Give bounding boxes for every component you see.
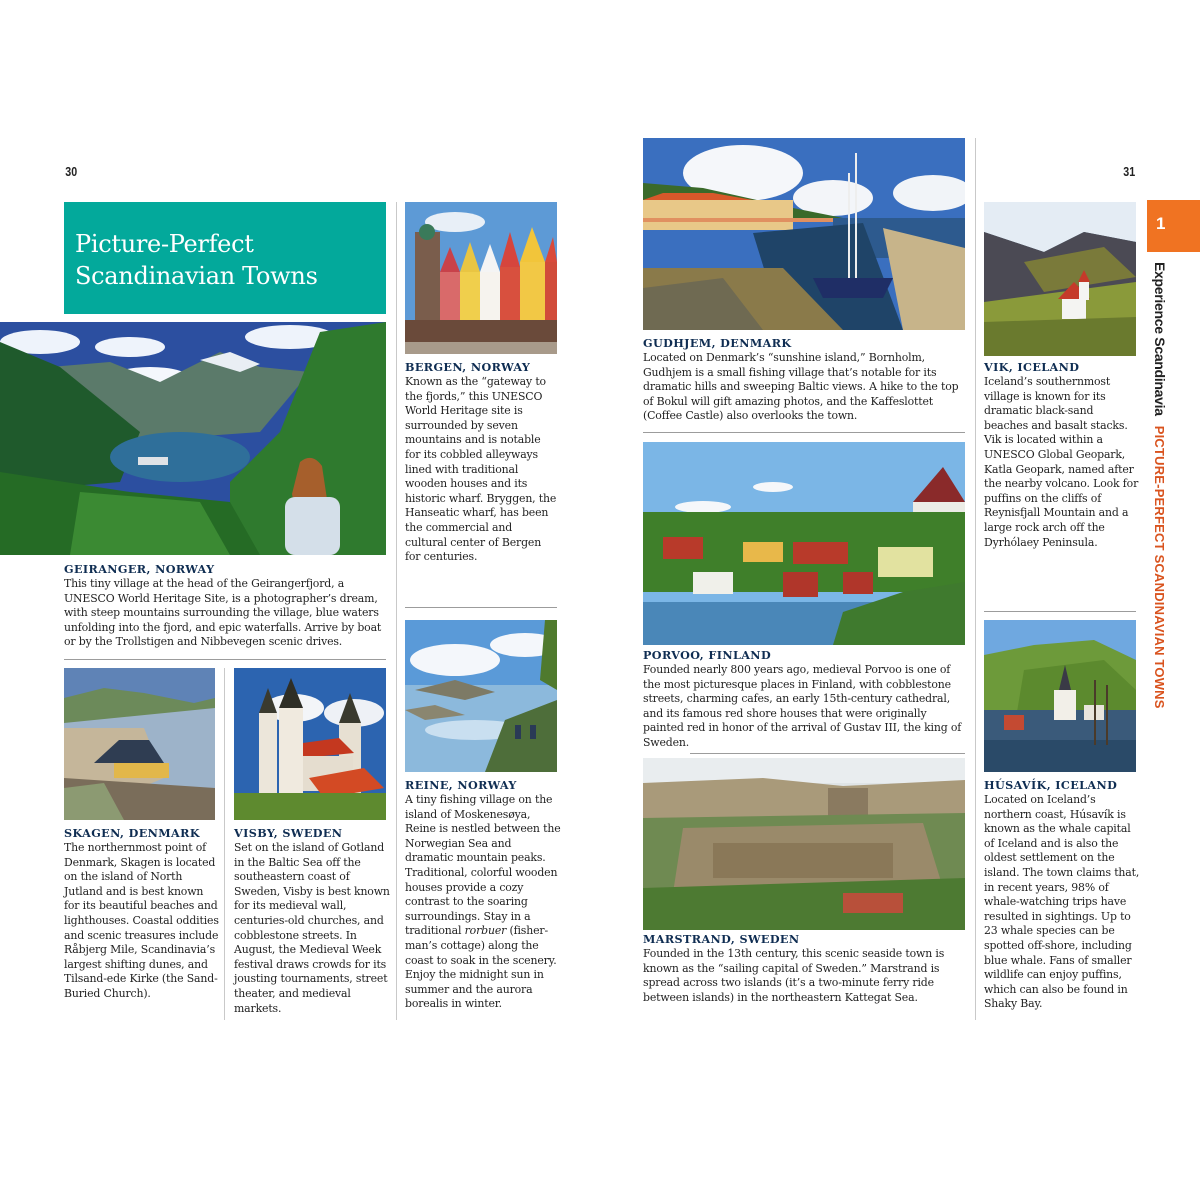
column-divider — [224, 668, 225, 1020]
chapter-name: Experience Scandinavia — [1152, 262, 1168, 416]
town-description: A tiny fishing village on the island of Moskenesøya, Reine is nestled between the Norwegian Sea and dramatic mountain peaks. Traditional, colorful wooden houses provide a cozy contrast to the soaring surroundings. Stay in a traditional rorbuer (fisher-man’s cottage) along the coast to soak in the scenery. Enjoy the midnight sun in summer and the aurora borealis in winter. — [405, 793, 561, 1011]
running-head — [1152, 262, 1168, 709]
town-entry-skagen — [64, 826, 221, 1002]
row-divider — [643, 432, 965, 433]
column-divider — [396, 202, 397, 1020]
town-name: HÚSAVÍK, ICELAND — [984, 778, 1118, 792]
photo-husavik — [984, 620, 1136, 772]
town-description: Set on the island of Gotland in the Baltic Sea off the southeastern coast of Sweden, Visby is best known for its medieval wall, centuries-old churches, and cobblestone streets. In August, the Medieval Week festival draws crowds for its jousting tournaments, street theater, and medieval markets. — [234, 841, 390, 1015]
chapter-tab — [1147, 200, 1200, 252]
town-name: MARSTRAND, SWEDEN — [643, 932, 800, 946]
town-description: This tiny village at the head of the Geirangerfjord, a UNESCO World Heritage Site, is a photographer’s dream, with steep mountains surrounding the village, blue waters unfolding into the fjord, and epic waterfalls. Arrive by boat or by the Trollstigen and Nibbevegen scenic drives. — [64, 577, 382, 649]
photo-gudhjem — [643, 138, 965, 330]
rorbuer-term: rorbuer — [464, 924, 507, 938]
town-entry-geiranger — [64, 562, 388, 650]
photo-skagen — [64, 668, 215, 820]
photo-geiranger — [0, 322, 386, 555]
page-title-line2: Scandinavian Towns — [75, 262, 318, 290]
photo-marstrand — [643, 758, 965, 930]
section-name: PICTURE-PERFECT SCANDINAVIAN TOWNS — [1152, 425, 1167, 709]
town-description: Located on Denmark’s “sunshine island,” Bornholm, Gudhjem is a small fishing village that’s notable for its dramatic hills and sweeping Baltic views. A hike to the top of Bokul will gift amazing photos, and the Kaffeslottet (Coffee Castle) also overlooks the town. — [643, 351, 959, 423]
town-description: Located on Iceland’s northern coast, Húsavík is known as the whale capital of Iceland and is also the oldest settlement on the island. The town claims that, in recent years, 98% of whale-watching trips have resulted in sightings. Up to 23 whale species can be spotted off-shore, including blue whale. Fans of smaller wildlife can enjoy puffins, which can also be found in Shaky Bay. — [984, 793, 1140, 1011]
town-name: REINE, NORWAY — [405, 778, 517, 792]
photo-porvoo — [643, 442, 965, 645]
row-divider — [690, 753, 965, 754]
photo-reine — [405, 620, 557, 772]
town-description: Known as the “gateway to the fjords,” this UNESCO World Heritage site is surrounded by seven mountains and is notable for its cobbled alleyways lined with traditional wooden houses and its historic wharf. Bryggen, the Hanseatic wharf, has been the commercial and cultural center of Bergen for centuries. — [405, 375, 557, 564]
photo-visby — [234, 668, 386, 820]
page-title-line1: Picture-Perfect — [75, 230, 254, 258]
photo-vik — [984, 202, 1136, 356]
town-name: VIK, ICELAND — [984, 360, 1080, 374]
photo-bergen — [405, 202, 557, 354]
town-name: BERGEN, NORWAY — [405, 360, 531, 374]
town-entry-reine — [405, 778, 561, 1012]
town-entry-vik — [984, 360, 1140, 550]
town-name: PORVOO, FINLAND — [643, 648, 772, 662]
left-page-number: 30 — [65, 164, 78, 179]
column-divider — [975, 138, 976, 1020]
row-divider — [405, 607, 557, 608]
town-description: The northernmost point of Denmark, Skagen is located on the island of North Jutland and is best known for its beautiful beaches and lighthouses. Coastal oddities and scenic treasures include Råbjerg Mile, Scandinavia’s largest shifting dunes, and Tilsand-ede Kirke (the Sand-Buried Church). — [64, 841, 219, 1000]
town-name: SKAGEN, DENMARK — [64, 826, 200, 840]
right-page-number: 31 — [1123, 164, 1136, 179]
town-name: GEIRANGER, NORWAY — [64, 562, 215, 576]
town-entry-bergen — [405, 360, 557, 565]
page-title-box — [64, 202, 386, 314]
row-divider — [984, 611, 1136, 612]
town-entry-porvoo — [643, 648, 969, 751]
town-entry-gudhjem — [643, 336, 969, 424]
town-name: VISBY, SWEDEN — [234, 826, 343, 840]
town-name: GUDHJEM, DENMARK — [643, 336, 792, 350]
town-entry-marstrand — [643, 932, 969, 1005]
town-entry-husavik — [984, 778, 1140, 1012]
town-description: Iceland’s southernmost village is known for its dramatic black-sand beaches and basalt stacks. Vik is located within a UNESCO Global Geopark, Katla Geopark, named after the nearby volcano. Look for puffins on the cliffs of Reynisfjall Mountain and a large rock arch off the Dyrhólaey Peninsula. — [984, 375, 1139, 549]
town-description: Founded nearly 800 years ago, medieval Porvoo is one of the most picturesque places in Finland, with cobblestone streets, charming cafes, an early 15th-century cathedral, and its famous red shore houses that were originally painted red in honor of the arrival of Gustav III, the king of Sweden. — [643, 663, 962, 749]
town-description: Founded in the 13th century, this scenic seaside town is known as the “sailing capital of Sweden.” Marstrand is spread across two islands (it’s a two-minute ferry ride between islands) in the northeastern Kattegat Sea. — [643, 947, 945, 1004]
chapter-number: 1 — [1156, 214, 1166, 233]
town-entry-visby — [234, 826, 390, 1016]
row-divider — [64, 659, 386, 660]
